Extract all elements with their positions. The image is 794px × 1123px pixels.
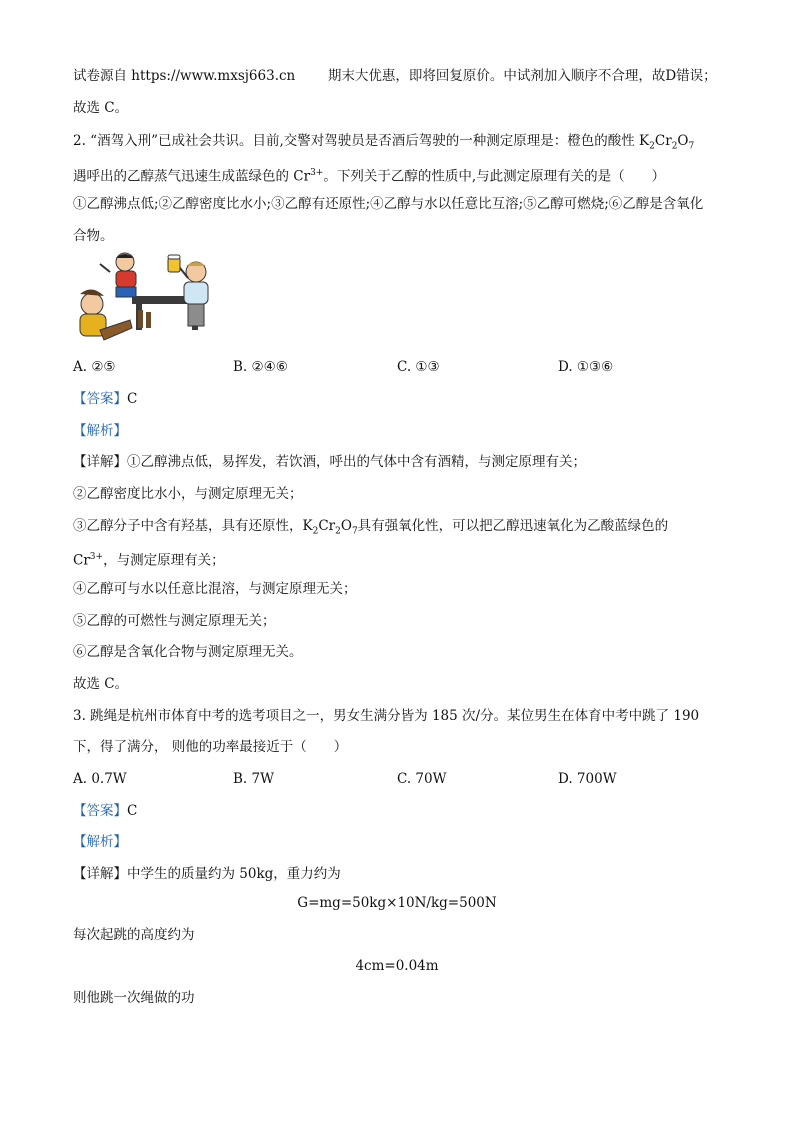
q2-stem-line3: ①乙醇沸点低;②乙醇密度比水小;③乙醇有还原性;④乙醇与水以任意比互溶;⑤乙醇可燃烧;⑥乙醇是含氧化 xyxy=(73,196,704,212)
q2-detail-line4 xyxy=(73,547,225,571)
person-hair xyxy=(116,254,134,258)
q2-detail-line2: ②乙醇密度比水小，与测定原理无关； xyxy=(73,486,303,502)
q3-stem-line2: 下，得了满分， 则他的功率最接近于（ ） xyxy=(73,739,348,755)
q3-detail-line1 xyxy=(73,864,341,884)
q2-detail3-o: O xyxy=(340,518,352,534)
q2-stem2-text: 遇呼出的乙醇蒸气迅速生成蓝绿色的 Cr xyxy=(73,168,311,185)
q3-stem-line1: 3. 跳绳是杭州市体育中考的选考项目之一，男女生满分皆为 185 次/分。某位男生在体育中考中跳了 190 xyxy=(73,708,700,724)
q2-stem-line4: 合物。 xyxy=(73,228,114,244)
answer-value: C xyxy=(127,803,138,819)
q2-stem2-tail: 。下列关于乙醇的性质中,与此测定原理有关的是（ ） xyxy=(323,168,666,185)
sub: 2 xyxy=(312,526,319,537)
q2-detail3-d: 具有强氧化性，可以把乙醇迅速氧化为乙酸蓝绿色的 xyxy=(357,518,669,534)
header-tail: 期末大优惠，即将回复原价。中试剂加入顺序不合理，故D错误； xyxy=(327,68,717,84)
person-pants xyxy=(188,304,204,326)
q2-detail1: ①乙醇沸点低，易挥发，若饮酒，呼出的气体中含有酒精，与测定原理有关； xyxy=(127,454,586,470)
beer-mug xyxy=(168,258,180,272)
q2-stem1-cr: Cr xyxy=(654,133,672,149)
q2-detail-line5: ④乙醇可与水以任意比混溶，与测定原理无关； xyxy=(73,581,357,597)
q2-stem-line1 xyxy=(73,131,694,157)
answer-label: 【答案】 xyxy=(73,391,127,407)
q2-option-d: D. ①③⑥ xyxy=(558,359,614,375)
q3-detail-line2: 每次起跳的高度约为 xyxy=(73,927,195,943)
q2-stem1-text: 2. “酒驾入刑”已成社会共识。目前,交警对驾驶员是否酒后驾驶的一种测定原理是：橙色的酸性 K xyxy=(73,133,650,149)
q3-detail1: 中学生的质量约为 50kg，重力约为 xyxy=(127,866,341,882)
person-arm xyxy=(100,264,110,272)
sup: 3+ xyxy=(89,552,104,562)
q2-conclusion: 故选 C。 xyxy=(73,676,129,692)
q3-formula2: 4cm=0.04m xyxy=(355,958,439,974)
q2-option-b: B. ②④⑥ xyxy=(233,359,288,375)
q3-option-c: C. 70W xyxy=(397,771,447,787)
sub: 2 xyxy=(649,141,655,152)
q3-analysis xyxy=(73,832,127,852)
person-head xyxy=(81,293,103,315)
detail-label: 【详解】 xyxy=(73,866,127,882)
header-line xyxy=(73,66,717,86)
sub: 7 xyxy=(688,141,695,152)
q2-detail3-cr: Cr xyxy=(318,518,336,534)
sub: 2 xyxy=(671,141,678,152)
q2-option-c: C. ①③ xyxy=(397,359,440,375)
q2-stem-line2 xyxy=(73,163,665,187)
q2-detail-line6: ⑤乙醇的可燃性与测定原理无关； xyxy=(73,613,276,629)
q3-formula1: G=mg=50kg×10N/kg=500N xyxy=(297,895,497,911)
person-shirt xyxy=(184,282,208,304)
answer-label: 【答案】 xyxy=(73,803,127,819)
q3-option-d: D. 700W xyxy=(558,771,617,787)
q2-answer xyxy=(73,389,137,409)
answer-value: C xyxy=(127,391,138,407)
header-source: 试卷源自 https://www.mxsj663.cn xyxy=(73,68,296,84)
analysis-label: 【解析】 xyxy=(73,423,127,439)
q2-option-a: A. ②⑤ xyxy=(73,359,116,375)
q2-stem1-o: O xyxy=(677,133,689,149)
sup: 3+ xyxy=(310,168,324,178)
q2-detail-line3 xyxy=(73,516,668,542)
q3-detail-line3: 则他跳一次绳做的功 xyxy=(73,990,195,1006)
q2-detail4-cr: Cr xyxy=(73,552,90,569)
q2-analysis xyxy=(73,421,127,441)
q2-detail-line7: ⑥乙醇是含氧化合物与测定原理无关。 xyxy=(73,644,303,660)
analysis-label: 【解析】 xyxy=(73,834,127,850)
q3-option-a: A. 0.7W xyxy=(73,771,127,787)
q3-answer xyxy=(73,801,137,821)
bottle xyxy=(138,310,143,328)
q2-detail-line1 xyxy=(73,452,586,472)
sub: 2 xyxy=(335,526,341,537)
bottle xyxy=(146,312,151,328)
q1-conclusion: 故选 C。 xyxy=(73,100,129,116)
person-shirt xyxy=(116,271,136,287)
q2-detail3-a: ③乙醇分子中含有羟基，具有还原性，K xyxy=(73,518,313,534)
beer-foam xyxy=(168,255,180,259)
person-hair xyxy=(186,262,206,266)
sub: 7 xyxy=(351,526,358,537)
cartoon-drinking-people-illustration xyxy=(70,250,230,350)
q3-option-b: B. 7W xyxy=(233,771,274,787)
detail-label: 【详解】 xyxy=(73,454,127,470)
q2-detail4-tail: ，与测定原理有关； xyxy=(103,552,225,569)
person-shorts xyxy=(116,287,136,297)
